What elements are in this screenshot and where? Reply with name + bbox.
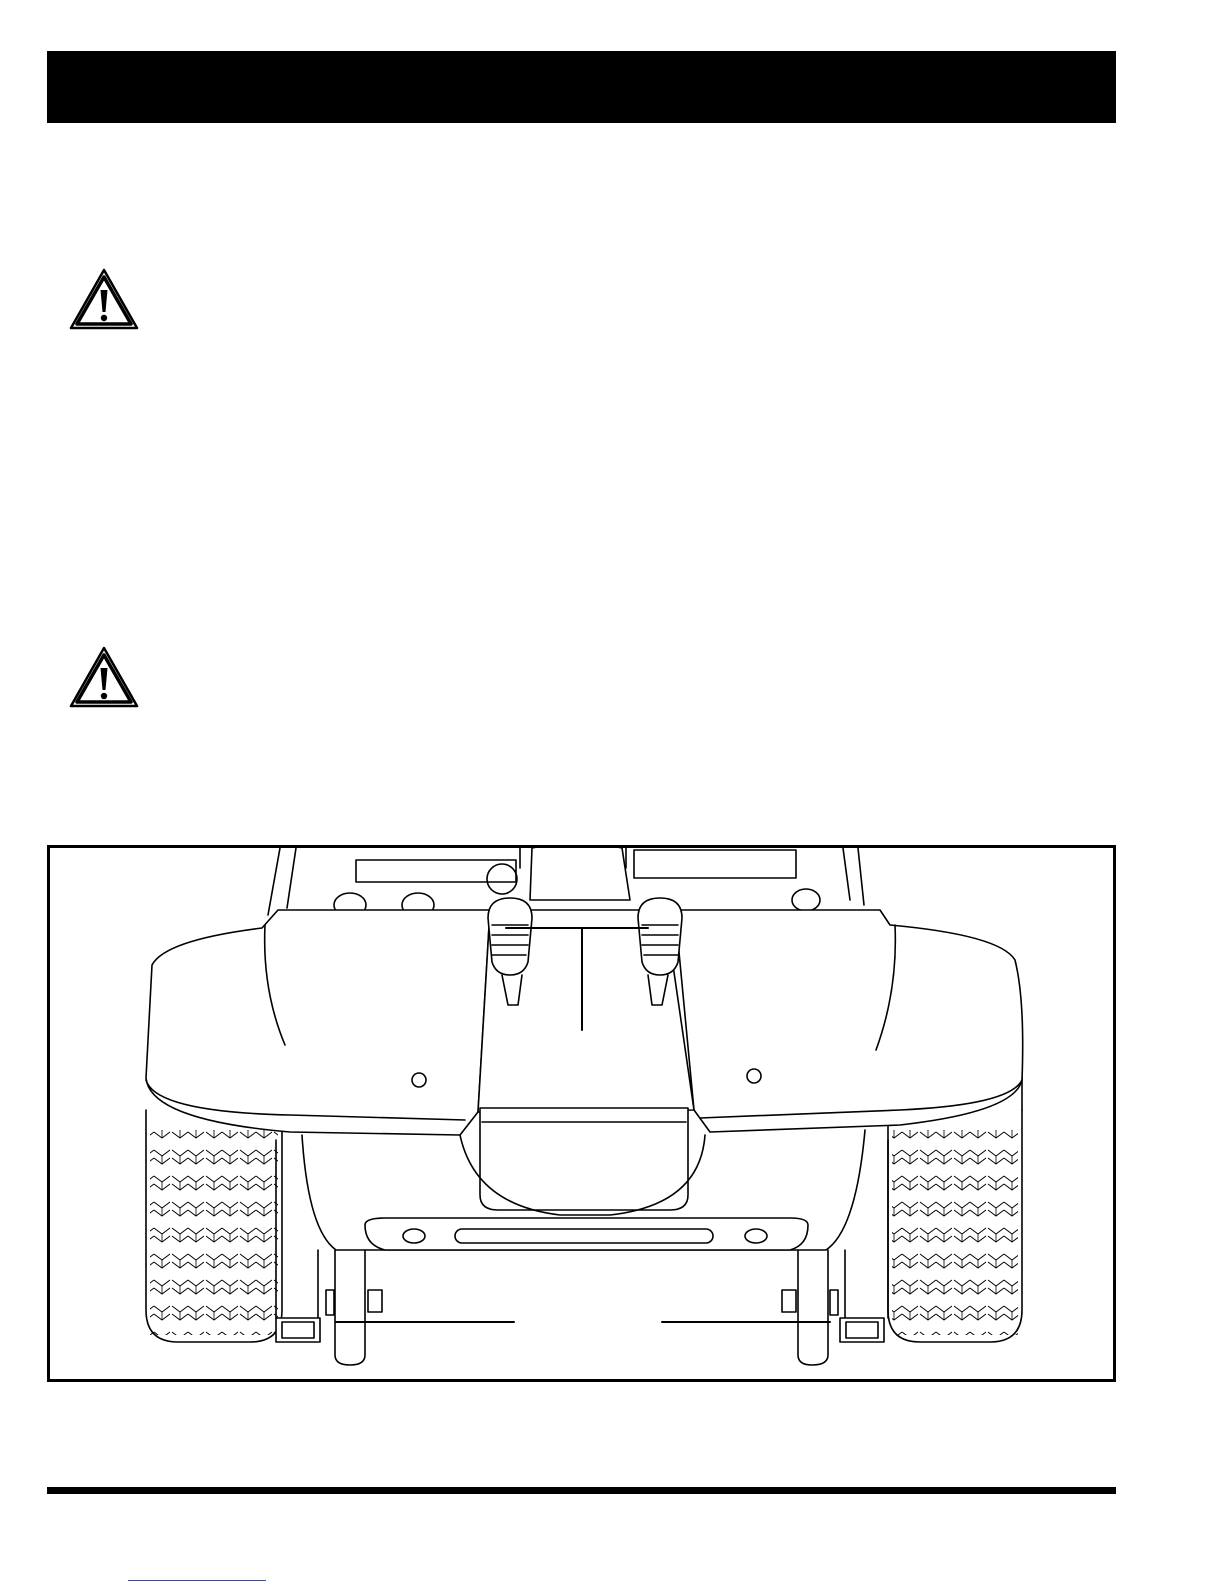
- left-rear-wheel: [146, 1110, 282, 1342]
- link-underline: [128, 1580, 266, 1581]
- warning-triangle-icon: [69, 268, 139, 330]
- warning-triangle-icon: [69, 646, 139, 708]
- footer-rule: [47, 1487, 1116, 1494]
- scooter-rear-view-illustration: [50, 848, 1113, 1379]
- figure-frame: [47, 845, 1116, 1382]
- page-header-bar: [47, 51, 1116, 123]
- rear-shroud: [146, 910, 490, 1135]
